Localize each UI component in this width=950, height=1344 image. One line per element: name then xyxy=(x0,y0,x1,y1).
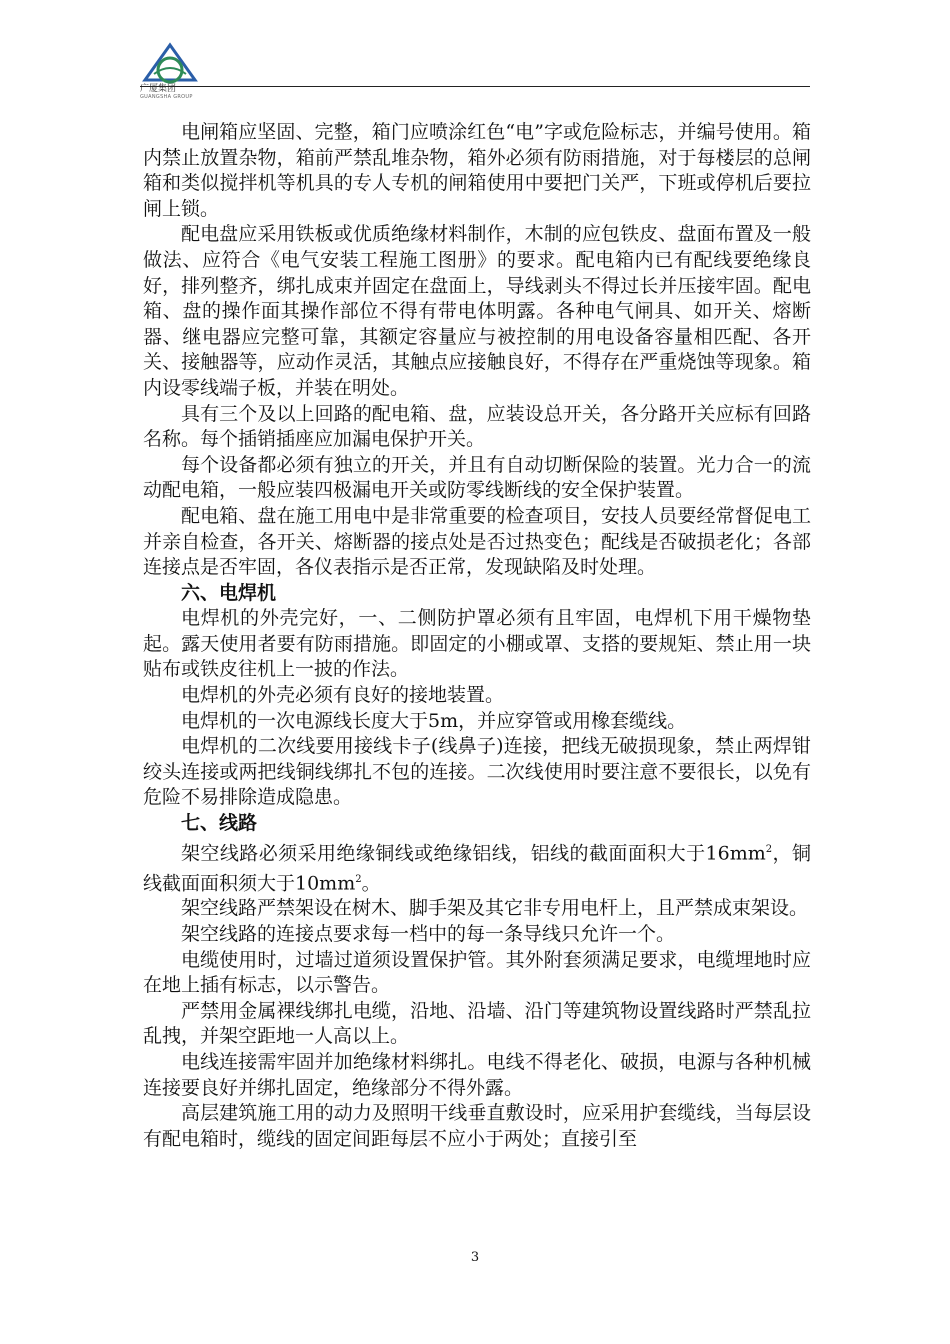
paragraph: 电焊机的外壳完好，一、二侧防护罩必须有且牢固，电焊机下用干燥物垫起。露天使用者要有防雨措施。即固定的小棚或罩、支搭的要规矩、禁止用一块贴布或铁皮往机上一披的作法。 xyxy=(143,607,811,681)
paragraph: 具有三个及以上回路的配电箱、盘，应装设总开关，各分路开关应标有回路名称。每个插销插座应加漏电保护开关。 xyxy=(143,402,811,451)
text-run: 架空线路必须采用绝缘铜线或绝缘铝线，铝线的截面面积大于16mm xyxy=(181,841,766,864)
section-heading-welder: 六、电焊机 xyxy=(181,581,277,604)
superscript: 2 xyxy=(355,873,362,885)
paragraph: 架空线路严禁架设在树木、脚手架及其它非专用电杆上，且严禁成束架设。 xyxy=(181,897,809,920)
logo-text: 广厦集团 xyxy=(140,84,177,94)
page-number: 3 xyxy=(470,1250,480,1265)
paragraph: 电焊机的外壳必须有良好的接地装置。 xyxy=(181,684,505,707)
paragraph: 电闸箱应坚固、完整，箱门应喷涂红色“电”字或危险标志，并编号使用。箱内禁止放置杂物，箱前严禁乱堆杂物，箱外必须有防雨措施，对于每楼层的总闸箱和类似搅拌机等机具的专人专机的闸箱使用中要把门关严，下班或停机后要拉闸上锁。 xyxy=(143,121,811,220)
paragraph: 架空线路的连接点要求每一档中的每一条导线只允许一个。 xyxy=(181,923,676,946)
page-header xyxy=(140,40,810,100)
text-run: 。 xyxy=(361,871,381,894)
paragraph: 严禁用金属裸线绑扎电缆，沿地、沿墙、沿门等建筑物设置线路时严禁乱拉乱拽，并架空距地一人高以上。 xyxy=(143,999,811,1048)
paragraph: 电线连接需牢固并加绝缘材料绑扎。电线不得老化、破损，电源与各种机械连接要良好并绑扎固定，绝缘部分不得外露。 xyxy=(143,1051,811,1099)
section-heading-lines: 七、线路 xyxy=(181,812,258,835)
paragraph xyxy=(143,837,811,897)
paragraph: 配电盘应采用铁板或优质绝缘材料制作，木制的应包铁皮、盘面布置及一般做法、应符合《电气安装工程施工图册》的要求。配电箱内已有配线要绝缘良好，排列整齐，绑扎成束并固定在盘面上，导线剥头不得过长并压接牢固。配电箱、盘的操作面其操作部位不得有带电体明露。各种电气闸具、如开关、熔断器、继电器应完整可靠，其额定容量应与被控制的用电设备容量相匹配、各开关、接触器等，应动作灵活，其触点应接触良好，不得存在严重烧蚀等现象。箱内设零线端子板，并装在明处。 xyxy=(143,223,811,399)
superscript: 2 xyxy=(765,843,773,855)
document-body xyxy=(143,120,811,1152)
paragraph: 高层建筑施工用的动力及照明干线垂直敷设时，应采用护套缆线，当每层设有配电箱时，缆线的固定间距每层不应小于两处；直接引至 xyxy=(143,1102,811,1150)
paragraph: 电焊机的二次线要用接线卡子(线鼻子)连接，把线无破损现象，禁止两焊钳绞头连接或两把线铜线绑扎不包的连接。二次线使用时要注意不要很长，以免有危险不易排除造成隐患。 xyxy=(143,735,811,809)
logo-subtext: GUANGSHA GROUP xyxy=(140,94,193,100)
paragraph: 配电箱、盘在施工用电中是非常重要的检查项目，安技人员要经常督促电工并亲自检查，各开关、熔断器的接点处是否过热变色；配线是否破损老化；各部连接点是否牢固，各仪表指示是否正常，发现缺陷及时处理。 xyxy=(143,504,811,579)
header-rule xyxy=(140,86,810,87)
text-run: ，铜线截面面积须大于10mm xyxy=(143,841,811,894)
paragraph: 电焊机的一次电源线长度大于5m，并应穿管或用橡套缆线。 xyxy=(181,709,687,732)
paragraph: 每个设备都必须有独立的开关，并且有自动切断保险的装置。光力合一的流动配电箱，一般应装四极漏电开关或防零线断线的安全保护装置。 xyxy=(143,453,811,502)
paragraph: 电缆使用时，过墙过道须设置保护管。其外附套须满足要求，电缆埋地时应在地上插有标志，以示警告。 xyxy=(143,948,811,997)
